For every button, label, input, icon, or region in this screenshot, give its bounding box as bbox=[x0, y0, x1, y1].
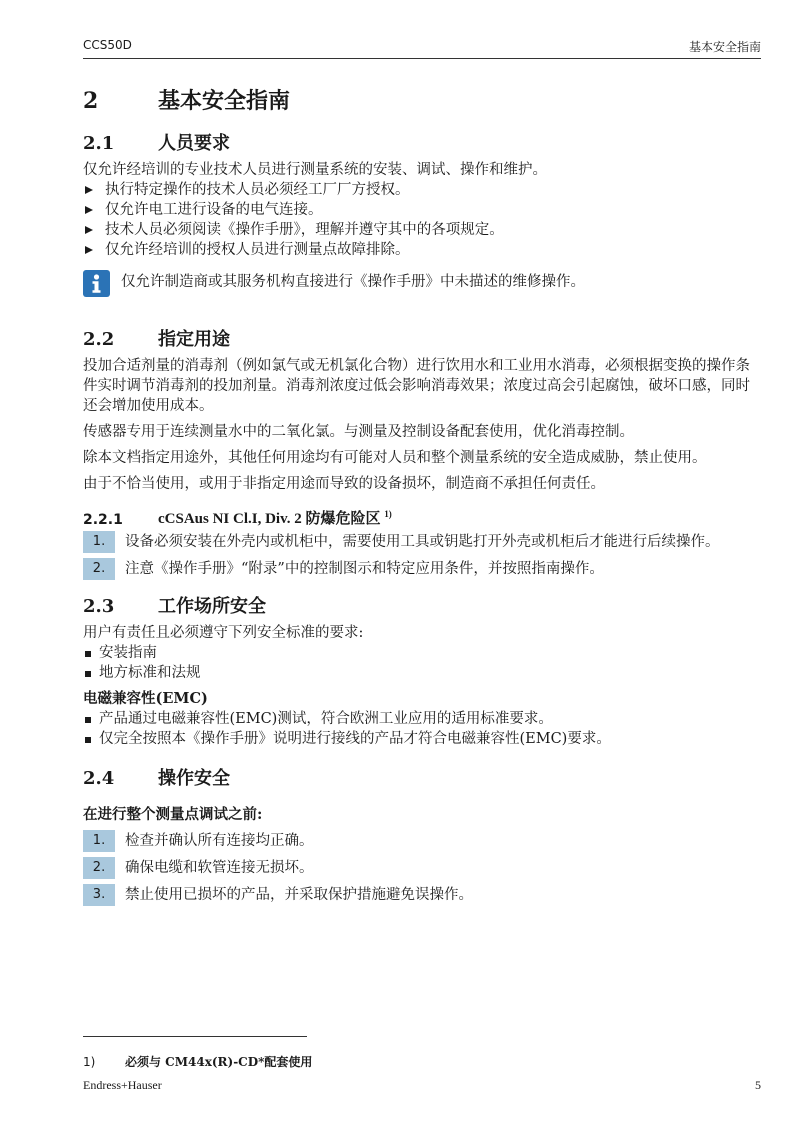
list-item: 地方标准和法规 bbox=[83, 663, 761, 683]
info-icon bbox=[83, 270, 110, 297]
footnote bbox=[83, 1053, 312, 1070]
section-number: 2.3 bbox=[83, 596, 115, 617]
list-item: 仅允许电工进行设备的电气连接。 bbox=[83, 200, 761, 220]
paragraph: 由于不恰当使用，或用于非指定用途而导致的设备损坏，制造商不承担任何责任。 bbox=[83, 476, 605, 492]
emc-heading: 电磁兼容性(EMC) bbox=[83, 690, 208, 707]
header-rule bbox=[83, 58, 761, 59]
paragraph: 仅允许经培训的专业技术人员进行测量系统的安装、调试、操作和维护。 bbox=[83, 162, 547, 178]
step-item bbox=[83, 858, 761, 878]
section-heading-2-1 bbox=[83, 130, 761, 160]
step-item bbox=[83, 532, 761, 552]
note-text: 仅允许制造商或其服务机构直接进行《操作手册》中未描述的维修操作。 bbox=[121, 274, 585, 290]
step-text: 禁止使用已损坏的产品，并采取保护措施避免误操作。 bbox=[125, 887, 473, 903]
running-header bbox=[83, 38, 761, 58]
step-text: 检查并确认所有连接均正确。 bbox=[125, 833, 314, 849]
chapter-heading bbox=[83, 86, 761, 126]
header-product: CCS50D bbox=[83, 38, 132, 52]
step-item bbox=[83, 885, 761, 905]
step-text: 设备必须安装在外壳内或机柜中，需要使用工具或钥匙打开外壳或机柜后才能进行后续操作。 bbox=[125, 534, 720, 550]
step-number: 1. bbox=[83, 830, 115, 852]
step-text: 注意《操作手册》“附录”中的控制图示和特定应用条件，并按照指南操作。 bbox=[125, 561, 604, 577]
step-number: 1. bbox=[83, 531, 115, 553]
main-content bbox=[83, 86, 761, 912]
footnote-rule bbox=[83, 1036, 307, 1037]
section-heading-2-2 bbox=[83, 326, 761, 356]
step-number: 3. bbox=[83, 884, 115, 906]
section-title: 指定用途 bbox=[158, 329, 230, 350]
section-title: 操作安全 bbox=[158, 768, 230, 789]
chapter-number: 2 bbox=[83, 88, 99, 114]
step-number: 2. bbox=[83, 857, 115, 879]
paragraph: 投加合适剂量的消毒剂（例如氯气或无机氯化合物）进行饮用水和工业用水消毒，必须根据变换的操作条件实时调节消毒剂的投加剂量。消毒剂浓度过低会影响消毒效果；浓度过高会引起腐蚀，破坏口感，同时还会增加使用成本。 bbox=[83, 358, 750, 414]
footnote-ref: 1) bbox=[384, 509, 392, 519]
subsection-number: 2.2.1 bbox=[83, 512, 123, 528]
info-note bbox=[83, 270, 761, 304]
subsection-title bbox=[158, 509, 392, 529]
subsection-title-text: cCSAus NI Cl.I, Div. 2 防爆危险区 bbox=[158, 511, 381, 527]
paragraph: 用户有责任且必须遵守下列安全标准的要求: bbox=[83, 625, 364, 641]
section-title: 工作场所安全 bbox=[158, 596, 266, 617]
paragraph: 传感器专用于连续测量水中的二氧化氯。与测量及控制设备配套使用，优化消毒控制。 bbox=[83, 424, 634, 440]
footnote-key: 1) bbox=[83, 1055, 96, 1069]
step-item bbox=[83, 831, 761, 851]
step-list bbox=[83, 831, 761, 905]
subsection-heading-2-2-1 bbox=[83, 506, 761, 532]
bullet-list bbox=[83, 180, 761, 260]
step-list bbox=[83, 532, 761, 579]
chapter-title: 基本安全指南 bbox=[158, 88, 291, 114]
footer-brand: Endress+Hauser bbox=[83, 1078, 162, 1092]
paragraph: 除本文档指定用途外，其他任何用途均有可能对人员和整个测量系统的安全造成威胁，禁止使用。 bbox=[83, 450, 707, 466]
bullet-list bbox=[83, 643, 761, 683]
footnote-text: 必须与 CM44x(R)-CD*配套使用 bbox=[125, 1055, 313, 1069]
header-chapter: 基本安全指南 bbox=[688, 40, 761, 54]
section-title: 人员要求 bbox=[158, 133, 230, 154]
section-number: 2.4 bbox=[83, 768, 115, 789]
list-item: 仅完全按照本《操作手册》说明进行接线的产品才符合电磁兼容性(EMC)要求。 bbox=[83, 729, 761, 749]
list-item: 产品通过电磁兼容性(EMC)测试，符合欧洲工业应用的适用标准要求。 bbox=[83, 709, 761, 729]
section-heading-2-3 bbox=[83, 593, 761, 623]
step-number: 2. bbox=[83, 558, 115, 580]
section-number: 2.2 bbox=[83, 329, 115, 350]
step-item bbox=[83, 559, 761, 579]
list-item: 技术人员必须阅读《操作手册》，理解并遵守其中的各项规定。 bbox=[83, 220, 761, 240]
procedure-heading: 在进行整个测量点调试之前: bbox=[83, 806, 263, 823]
page-number: 5 bbox=[755, 1078, 761, 1092]
list-item: 仅允许经培训的授权人员进行测量点故障排除。 bbox=[83, 240, 761, 260]
section-heading-2-4 bbox=[83, 765, 761, 795]
list-item: 安装指南 bbox=[83, 643, 761, 663]
bullet-list bbox=[83, 709, 761, 749]
step-text: 确保电缆和软管连接无损坏。 bbox=[125, 860, 314, 876]
list-item: 执行特定操作的技术人员必须经工厂厂方授权。 bbox=[83, 180, 761, 200]
section-number: 2.1 bbox=[83, 133, 115, 154]
